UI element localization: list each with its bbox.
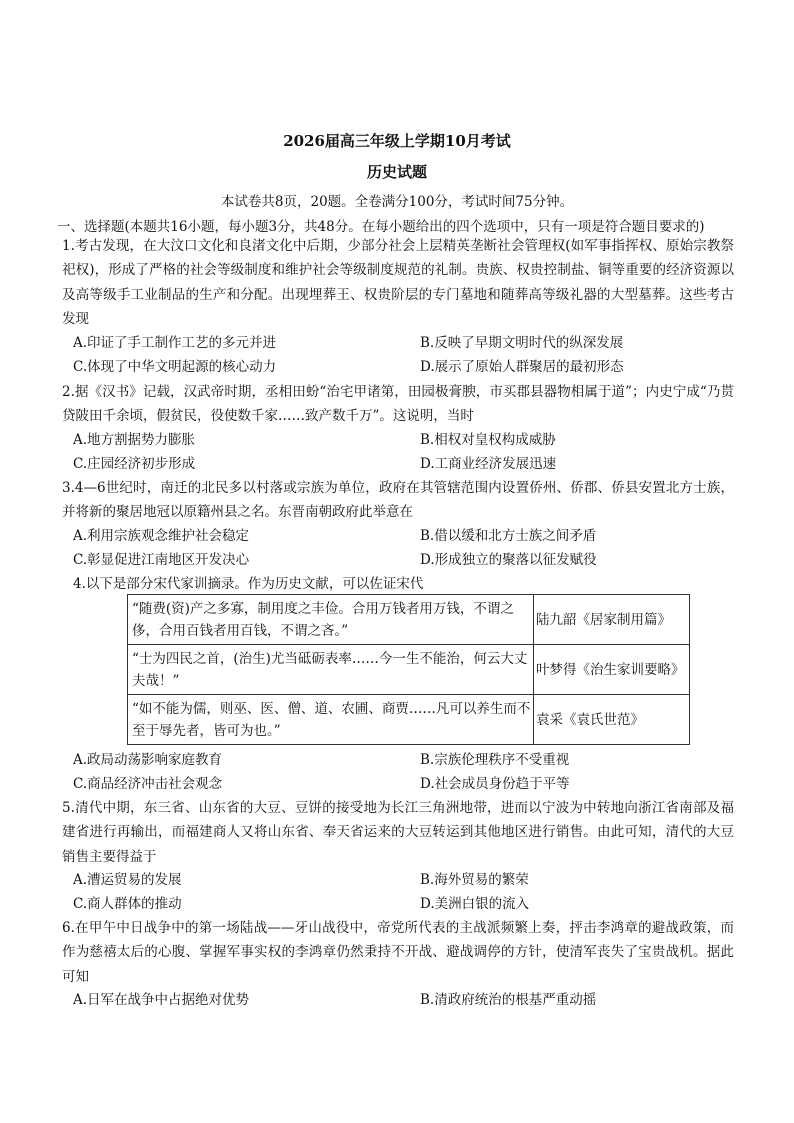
question-4: [73, 572, 733, 596]
option-a: A.利用宗族观念维护社会稳定: [73, 528, 250, 544]
option-b: B.海外贸易的繁荣: [420, 872, 529, 888]
exam-title: 2026届高三年级上学期10月考试: [283, 132, 511, 150]
option-b: B.相权对皇权构成威胁: [420, 432, 556, 448]
family-instructions-table: [127, 594, 690, 745]
table-row: [128, 645, 690, 695]
option-a: A.政局动荡影响家庭教育: [73, 752, 223, 768]
question-3-options: [73, 524, 733, 572]
question-4-options: [73, 748, 733, 796]
question-stem: 6.在甲午中日战争中的第一场陆战——牙山战役中，帝党所代表的主战派频繁上奏，抨击李鸿章的避战政策，而作为慈禧太后的心腹、掌握军事实权的李鸿章仍然秉持不开战、避战调停的方针，使清军丧失了宝贵战机。据此可知: [62, 920, 734, 985]
table-row: [128, 595, 690, 645]
option-b: B.清政府统治的根基严重动摇: [420, 992, 597, 1008]
option-b: B.宗族伦理秩序不受重视: [420, 752, 570, 768]
option-d: D.工商业经济发展迅速: [420, 456, 557, 472]
option-c: C.彰显促进江南地区开发决心: [73, 552, 250, 568]
option-a: A.地方割据势力膨胀: [73, 432, 196, 448]
section-heading: 一、选择题(本题共16小题，每小题3分，共48分。在每小题给出的四个选项中，只有一项是符合题目要求的): [57, 219, 705, 235]
quote-cell: “如不能为儒，则巫、医、僧、道、农圃、商贾……凡可以养生而不至于辱先者，皆可为也。”: [128, 695, 534, 745]
option-b: B.反映了早期文明时代的纵深发展: [420, 335, 624, 351]
question-stem: 3.4—6世纪时，南迁的北民多以村落或宗族为单位，政府在其管辖范围内设置侨州、侨郡、侨县安置北方士族，并将新的聚居地冠以原籍州县之名。东晋南朝政府此举意在: [62, 480, 734, 521]
question-2: [62, 380, 734, 429]
question-3: [62, 476, 734, 525]
option-c: C.商品经济冲击社会观念: [73, 776, 223, 792]
source-cell: 叶梦得《治生家训要略》: [534, 645, 690, 695]
question-2-options: [73, 428, 733, 476]
option-c: C.庄园经济初步形成: [73, 456, 196, 472]
question-6-options: [73, 988, 733, 1012]
question-6: [62, 916, 734, 989]
source-cell: 陆九韶《居家制用篇》: [534, 595, 690, 645]
option-a: A.漕运贸易的发展: [73, 872, 182, 888]
option-a: A.日军在战争中占据绝对优势: [73, 992, 250, 1008]
option-d: D.形成独立的聚落以征发赋役: [420, 552, 597, 568]
option-d: D.美洲白银的流入: [420, 896, 530, 912]
option-c: C.商人群体的推动: [73, 896, 182, 912]
exam-info: 本试卷共8页，20题。全卷满分100分，考试时间75分钟。: [220, 194, 574, 210]
option-d: D.展示了原始人群聚居的最初形态: [420, 359, 624, 375]
option-c: C.体现了中华文明起源的核心动力: [73, 359, 277, 375]
question-5: [62, 796, 734, 869]
question-stem: 4.以下是部分宋代家训摘录。作为历史文献，可以佐证宋代: [73, 576, 424, 592]
quote-cell: “随费(资)产之多寡，制用度之丰俭。合用万钱者用万钱，不谓之侈，合用百钱者用百钱，不谓之吝。”: [128, 595, 534, 645]
option-a: A.印证了手工制作工艺的多元并进: [73, 335, 277, 351]
question-1-options: [73, 331, 733, 379]
option-d: D.社会成员身份趋于平等: [420, 776, 570, 792]
subject-title: 历史试题: [366, 163, 427, 181]
quote-cell: “士为四民之首，(治生)尤当砥砺表率……今一生不能治，何云大丈夫哉！”: [128, 645, 534, 695]
option-b: B.借以缓和北方士族之间矛盾: [420, 528, 597, 544]
source-cell: 袁采《袁氏世范》: [534, 695, 690, 745]
question-stem: 5.清代中期，东三省、山东省的大豆、豆饼的接受地为长江三角洲地带，进而以宁波为中转地向浙江省南部及福建省进行再输出，而福建商人又将山东省、奉天省运来的大豆转运到其他地区进行销售。由此可知，清代的大豆销售主要得益于: [62, 800, 734, 865]
question-stem: 2.据《汉书》记载，汉武帝时期，丞相田蚡“治宅甲诸第，田园极膏腴，市买郡县器物相属于道”；内史宁成“乃贳贷陂田千余顷，假贫民，役使数千家……致产数千万”。这说明，当时: [62, 384, 734, 425]
question-stem: 1.考古发现，在大汶口文化和良渚文化中后期，少部分社会上层精英垄断社会管理权(如军事指挥权、原始宗教祭祀权)，形成了严格的社会等级制度和维护社会等级制度规范的礼制。贵族、权贵控制盐、铜等重要的经济资源以及高等级手工业制品的生产和分配。出现埋葬王、权贵阶层的专门墓地和随葬高等级礼器的大型墓葬。这些考古发现: [62, 238, 734, 327]
question-1: [62, 234, 734, 331]
question-5-options: [73, 868, 733, 916]
table-row: [128, 695, 690, 745]
